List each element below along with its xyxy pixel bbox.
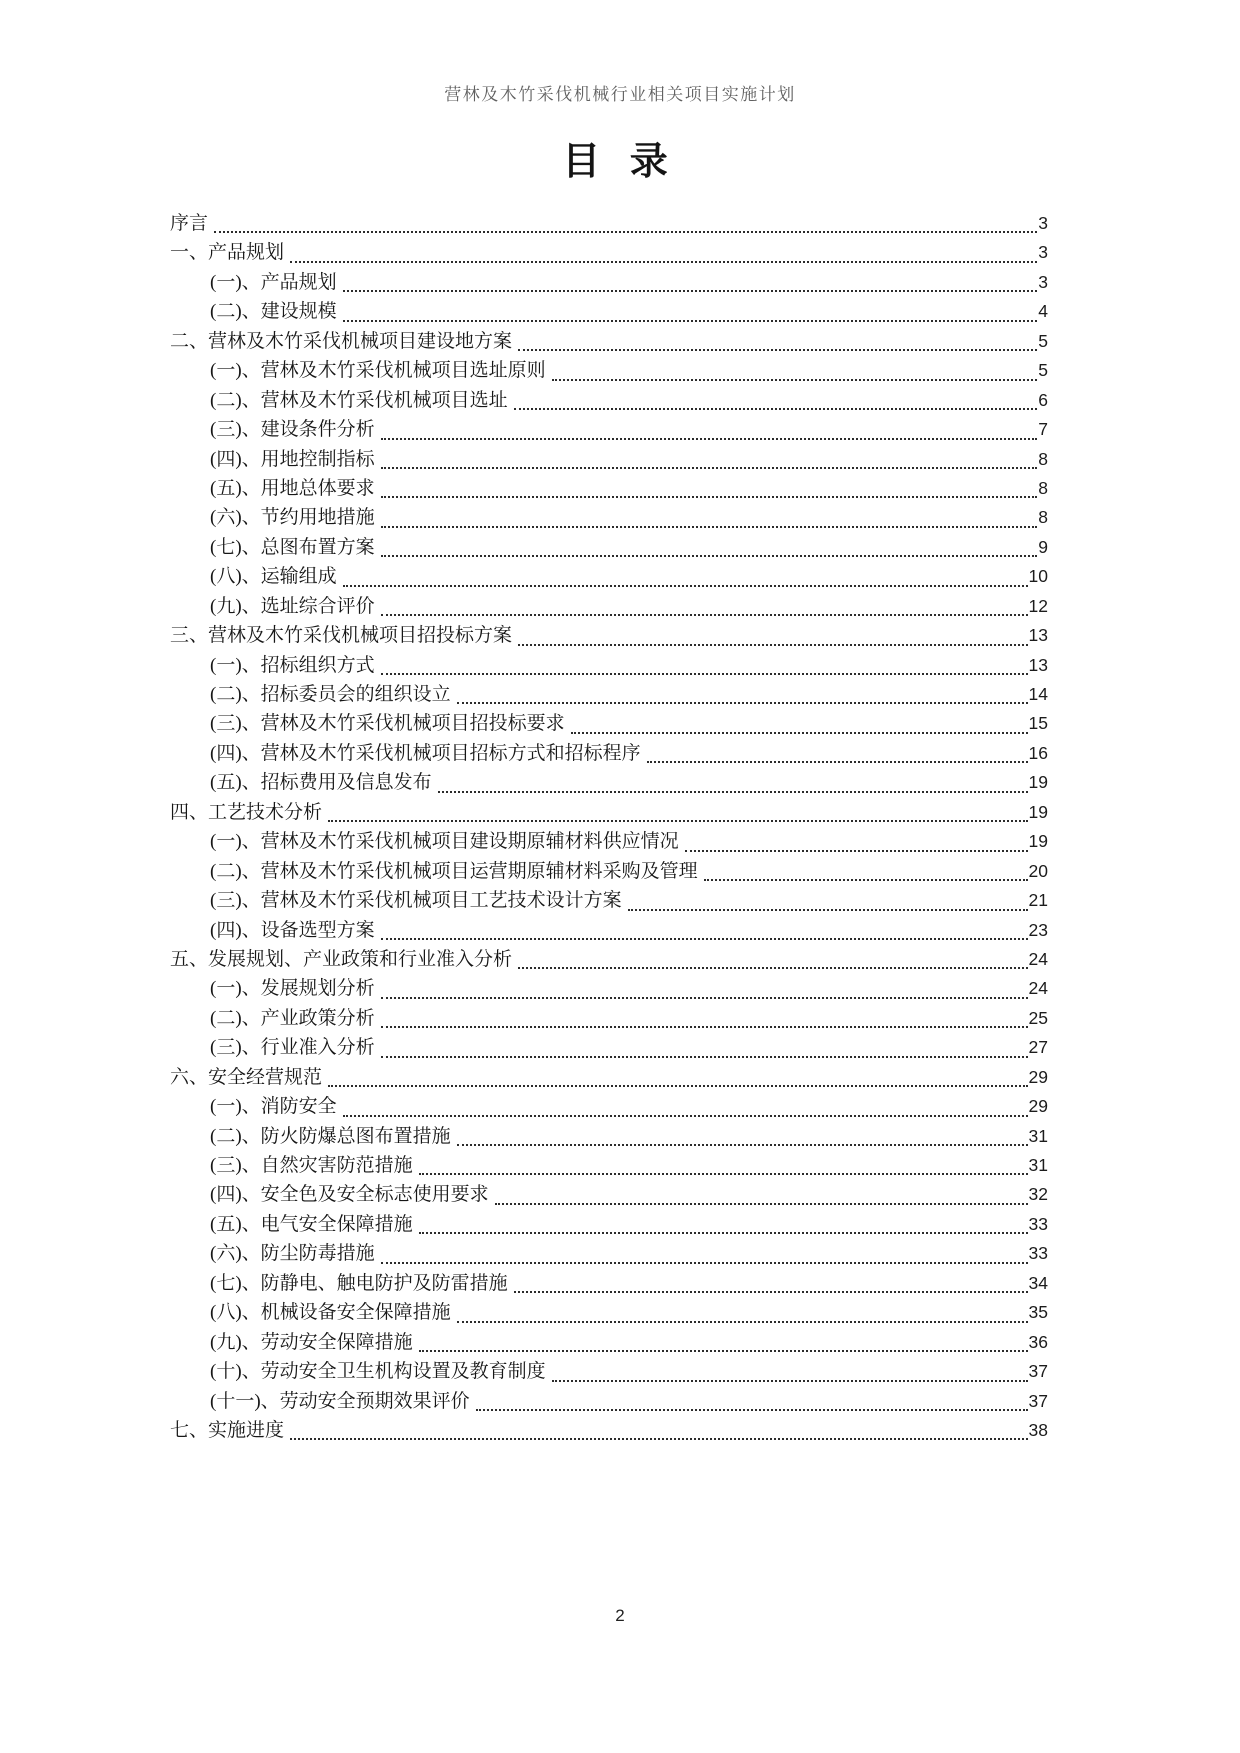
toc-entry[interactable] bbox=[170, 1386, 1048, 1415]
dot-leader bbox=[381, 467, 1038, 469]
toc-entry-page-number: 38 bbox=[1028, 1419, 1048, 1440]
toc-entry[interactable] bbox=[170, 1238, 1048, 1267]
dot-leader bbox=[704, 879, 1028, 881]
toc-entry-label: (二)、营林及木竹采伐机械项目选址 bbox=[210, 389, 508, 411]
toc-entry-label: (四)、营林及木竹采伐机械项目招标方式和招标程序 bbox=[210, 742, 641, 764]
toc-entry-page-number: 23 bbox=[1028, 919, 1048, 940]
toc-entry-label: 二、营林及木竹采伐机械项目建设地方案 bbox=[170, 330, 513, 352]
dot-leader bbox=[552, 379, 1038, 381]
toc-entry[interactable] bbox=[170, 767, 1048, 796]
toc-entry-label: (九)、选址综合评价 bbox=[210, 595, 375, 617]
toc-entry-page-number: 19 bbox=[1028, 772, 1048, 793]
toc-entry-page-number: 15 bbox=[1028, 713, 1048, 734]
dot-leader bbox=[514, 1291, 1028, 1293]
toc-entry[interactable] bbox=[170, 326, 1048, 355]
dot-leader bbox=[381, 997, 1028, 999]
toc-entry[interactable] bbox=[170, 856, 1048, 885]
toc-entry-page-number: 8 bbox=[1038, 448, 1048, 469]
dot-leader bbox=[343, 320, 1038, 322]
dot-leader bbox=[381, 1026, 1028, 1028]
dot-leader bbox=[457, 1144, 1028, 1146]
toc-entry-label: (三)、行业准入分析 bbox=[210, 1037, 375, 1059]
toc-entry-page-number: 8 bbox=[1038, 507, 1048, 528]
dot-leader bbox=[457, 702, 1028, 704]
toc-entry-page-number: 25 bbox=[1028, 1007, 1048, 1028]
toc-entry-label: (一)、消防安全 bbox=[210, 1096, 337, 1118]
toc-entry-page-number: 34 bbox=[1028, 1272, 1048, 1293]
toc-entry[interactable] bbox=[170, 1121, 1048, 1150]
toc-entry-page-number: 36 bbox=[1028, 1331, 1048, 1352]
toc-entry[interactable] bbox=[170, 885, 1048, 914]
toc-entry-label: (八)、机械设备安全保障措施 bbox=[210, 1302, 451, 1324]
toc-entry-label: (五)、招标费用及信息发布 bbox=[210, 772, 432, 794]
toc-entry[interactable] bbox=[170, 973, 1048, 1002]
toc-entry-page-number: 31 bbox=[1028, 1155, 1048, 1175]
page-number-footer: 2 bbox=[615, 1606, 625, 1625]
toc-entry-label: (一)、招标组织方式 bbox=[210, 654, 375, 676]
toc-entry[interactable] bbox=[170, 1209, 1048, 1238]
dot-leader bbox=[343, 1115, 1028, 1117]
dot-leader bbox=[438, 791, 1028, 793]
toc-entry-page-number: 7 bbox=[1038, 419, 1048, 440]
toc-entry-label: (一)、产品规划 bbox=[210, 271, 337, 293]
toc-entry-page-number: 29 bbox=[1028, 1096, 1048, 1117]
toc-entry[interactable] bbox=[170, 915, 1048, 944]
dot-leader bbox=[518, 967, 1028, 969]
toc-entry-label: 七、实施进度 bbox=[170, 1419, 285, 1441]
toc-entry-page-number: 33 bbox=[1028, 1213, 1048, 1234]
toc-entry[interactable] bbox=[170, 385, 1048, 414]
toc-entry-label: (四)、安全色及安全标志使用要求 bbox=[210, 1184, 489, 1206]
toc-entry[interactable] bbox=[170, 1415, 1048, 1444]
toc-entry[interactable] bbox=[170, 355, 1048, 384]
toc-entry-page-number: 35 bbox=[1028, 1302, 1048, 1323]
toc-entry[interactable] bbox=[170, 738, 1048, 767]
toc-entry-page-number: 4 bbox=[1038, 301, 1048, 322]
dot-leader bbox=[381, 614, 1028, 616]
toc-entry[interactable] bbox=[170, 591, 1048, 620]
toc-entry-label: (五)、电气安全保障措施 bbox=[210, 1213, 413, 1235]
toc-entry-page-number: 14 bbox=[1028, 684, 1048, 704]
dot-leader bbox=[381, 938, 1028, 940]
toc-entry[interactable] bbox=[170, 1091, 1048, 1120]
toc-entry[interactable] bbox=[170, 679, 1048, 708]
toc-entry-label: (六)、节约用地措施 bbox=[210, 507, 375, 529]
toc-entry[interactable] bbox=[170, 1150, 1048, 1179]
toc-entry[interactable] bbox=[170, 1356, 1048, 1385]
toc-entry-label: (四)、设备选型方案 bbox=[210, 919, 375, 941]
toc-entry-label: (三)、自然灾害防范措施 bbox=[210, 1155, 413, 1176]
toc-entry-page-number: 37 bbox=[1028, 1390, 1048, 1411]
toc-entry-page-number: 19 bbox=[1028, 801, 1048, 822]
toc-entry[interactable] bbox=[170, 444, 1048, 473]
toc-entry-page-number: 27 bbox=[1028, 1037, 1048, 1058]
toc-entry-label: (三)、营林及木竹采伐机械项目工艺技术设计方案 bbox=[210, 890, 622, 912]
toc-entry-page-number: 3 bbox=[1038, 242, 1048, 263]
toc-entry-label: (十)、劳动安全卫生机构设置及教育制度 bbox=[210, 1361, 546, 1383]
dot-leader bbox=[514, 408, 1038, 410]
toc-entry-page-number: 33 bbox=[1028, 1243, 1048, 1264]
toc-entry-label: (二)、产业政策分析 bbox=[210, 1007, 375, 1029]
toc-entry[interactable] bbox=[170, 708, 1048, 737]
toc-entry-label: (七)、防静电、触电防护及防雷措施 bbox=[210, 1272, 508, 1294]
dot-leader bbox=[628, 909, 1028, 911]
dot-leader bbox=[685, 850, 1028, 852]
toc-entry[interactable] bbox=[170, 561, 1048, 590]
toc-entry-label: 序言 bbox=[170, 213, 209, 234]
toc-entry-page-number: 32 bbox=[1028, 1184, 1048, 1205]
toc-entry-label: (五)、用地总体要求 bbox=[210, 477, 375, 499]
toc-entry-label: (三)、营林及木竹采伐机械项目招投标要求 bbox=[210, 713, 565, 735]
toc-entry-page-number: 24 bbox=[1028, 948, 1048, 969]
toc-entry-page-number: 31 bbox=[1028, 1125, 1048, 1146]
toc-entry-page-number: 20 bbox=[1028, 860, 1048, 881]
toc-entry-label: (十一)、劳动安全预期效果评价 bbox=[210, 1390, 470, 1412]
toc-entry-label: (二)、防火防爆总图布置措施 bbox=[210, 1125, 451, 1147]
toc-entry-page-number: 16 bbox=[1028, 742, 1048, 763]
toc-entry[interactable] bbox=[170, 1003, 1048, 1032]
dot-leader bbox=[381, 526, 1038, 528]
toc-entry-label: 三、营林及木竹采伐机械项目招投标方案 bbox=[170, 625, 513, 647]
toc-entry[interactable] bbox=[170, 414, 1048, 443]
toc-entry[interactable] bbox=[170, 620, 1048, 649]
dot-leader bbox=[495, 1203, 1028, 1205]
toc-entry-label: 一、产品规划 bbox=[170, 242, 285, 264]
dot-leader bbox=[552, 1380, 1028, 1382]
toc-entry[interactable] bbox=[170, 650, 1048, 679]
toc-entry[interactable] bbox=[170, 944, 1048, 973]
toc-entry[interactable] bbox=[170, 532, 1048, 561]
toc-title: 目 录 bbox=[562, 141, 678, 183]
toc-entry-label: (二)、建设规模 bbox=[210, 301, 337, 323]
toc-entry[interactable] bbox=[170, 826, 1048, 855]
toc-entry[interactable] bbox=[170, 1179, 1048, 1208]
dot-leader bbox=[343, 585, 1028, 587]
toc-entry-label: (三)、建设条件分析 bbox=[210, 419, 375, 441]
toc-entry-page-number: 13 bbox=[1028, 654, 1048, 675]
toc-entry-page-number: 29 bbox=[1028, 1066, 1048, 1087]
dot-leader bbox=[381, 1056, 1028, 1058]
dot-leader bbox=[381, 555, 1038, 557]
toc-entry[interactable] bbox=[170, 797, 1048, 826]
toc-list bbox=[170, 208, 1048, 1444]
toc-entry-label: 五、发展规划、产业政策和行业准入分析 bbox=[170, 948, 513, 970]
toc-entry-label: (九)、劳动安全保障措施 bbox=[210, 1331, 413, 1353]
toc-entry-page-number: 5 bbox=[1038, 360, 1048, 381]
dot-leader bbox=[343, 290, 1038, 292]
dot-leader bbox=[214, 231, 1037, 233]
toc-entry[interactable] bbox=[170, 237, 1048, 266]
dot-leader bbox=[381, 496, 1038, 498]
toc-entry-page-number: 10 bbox=[1028, 566, 1048, 587]
toc-entry-page-number: 21 bbox=[1028, 890, 1048, 911]
dot-leader bbox=[518, 349, 1037, 351]
dot-leader bbox=[518, 644, 1028, 646]
toc-entry-page-number: 24 bbox=[1028, 978, 1048, 999]
toc-entry-label: (二)、营林及木竹采伐机械项目运营期原辅材料采购及管理 bbox=[210, 860, 698, 882]
toc-entry[interactable] bbox=[170, 1062, 1048, 1091]
toc-entry[interactable] bbox=[170, 267, 1048, 296]
dot-leader bbox=[381, 438, 1038, 440]
document-header-title: 营林及木竹采伐机械行业相关项目实施计划 bbox=[444, 85, 796, 104]
toc-entry[interactable] bbox=[170, 1032, 1048, 1061]
toc-entry-page-number: 9 bbox=[1038, 536, 1048, 557]
toc-entry-label: (一)、发展规划分析 bbox=[210, 978, 375, 1000]
toc-entry-label: (一)、营林及木竹采伐机械项目选址原则 bbox=[210, 360, 546, 382]
toc-entry-label: 六、安全经营规范 bbox=[170, 1066, 323, 1088]
dot-leader bbox=[571, 732, 1028, 734]
dot-leader bbox=[328, 820, 1028, 822]
dot-leader bbox=[476, 1409, 1028, 1411]
toc-entry[interactable] bbox=[170, 1268, 1048, 1297]
dot-leader bbox=[419, 1232, 1028, 1234]
dot-leader bbox=[290, 261, 1037, 263]
toc-entry[interactable] bbox=[170, 502, 1048, 531]
toc-entry[interactable] bbox=[170, 296, 1048, 325]
toc-entry-label: (二)、招标委员会的组织设立 bbox=[210, 684, 451, 705]
toc-entry-page-number: 3 bbox=[1038, 271, 1048, 292]
toc-entry-label: (八)、运输组成 bbox=[210, 566, 337, 588]
toc-entry-page-number: 3 bbox=[1038, 213, 1048, 233]
toc-entry-page-number: 5 bbox=[1038, 330, 1048, 351]
toc-entry[interactable] bbox=[170, 473, 1048, 502]
toc-entry-page-number: 13 bbox=[1028, 625, 1048, 646]
dot-leader bbox=[328, 1085, 1028, 1087]
toc-entry-label: (四)、用地控制指标 bbox=[210, 448, 375, 470]
dot-leader bbox=[290, 1438, 1028, 1440]
dot-leader bbox=[457, 1321, 1028, 1323]
dot-leader bbox=[419, 1173, 1028, 1175]
dot-leader bbox=[381, 1262, 1028, 1264]
toc-entry-label: 四、工艺技术分析 bbox=[170, 801, 323, 823]
toc-entry[interactable] bbox=[170, 208, 1048, 237]
toc-entry-label: (六)、防尘防毒措施 bbox=[210, 1243, 375, 1265]
toc-entry-page-number: 8 bbox=[1038, 477, 1048, 498]
dot-leader bbox=[419, 1350, 1028, 1352]
toc-entry-page-number: 19 bbox=[1028, 831, 1048, 852]
toc-entry-label: (一)、营林及木竹采伐机械项目建设期原辅材料供应情况 bbox=[210, 831, 679, 853]
toc-entry[interactable] bbox=[170, 1327, 1048, 1356]
toc-entry[interactable] bbox=[170, 1297, 1048, 1326]
toc-entry-label: (七)、总图布置方案 bbox=[210, 536, 375, 558]
dot-leader bbox=[647, 761, 1028, 763]
dot-leader bbox=[381, 673, 1028, 675]
toc-entry-page-number: 6 bbox=[1038, 389, 1048, 410]
toc-entry-page-number: 37 bbox=[1028, 1361, 1048, 1382]
toc-entry-page-number: 12 bbox=[1028, 595, 1048, 616]
